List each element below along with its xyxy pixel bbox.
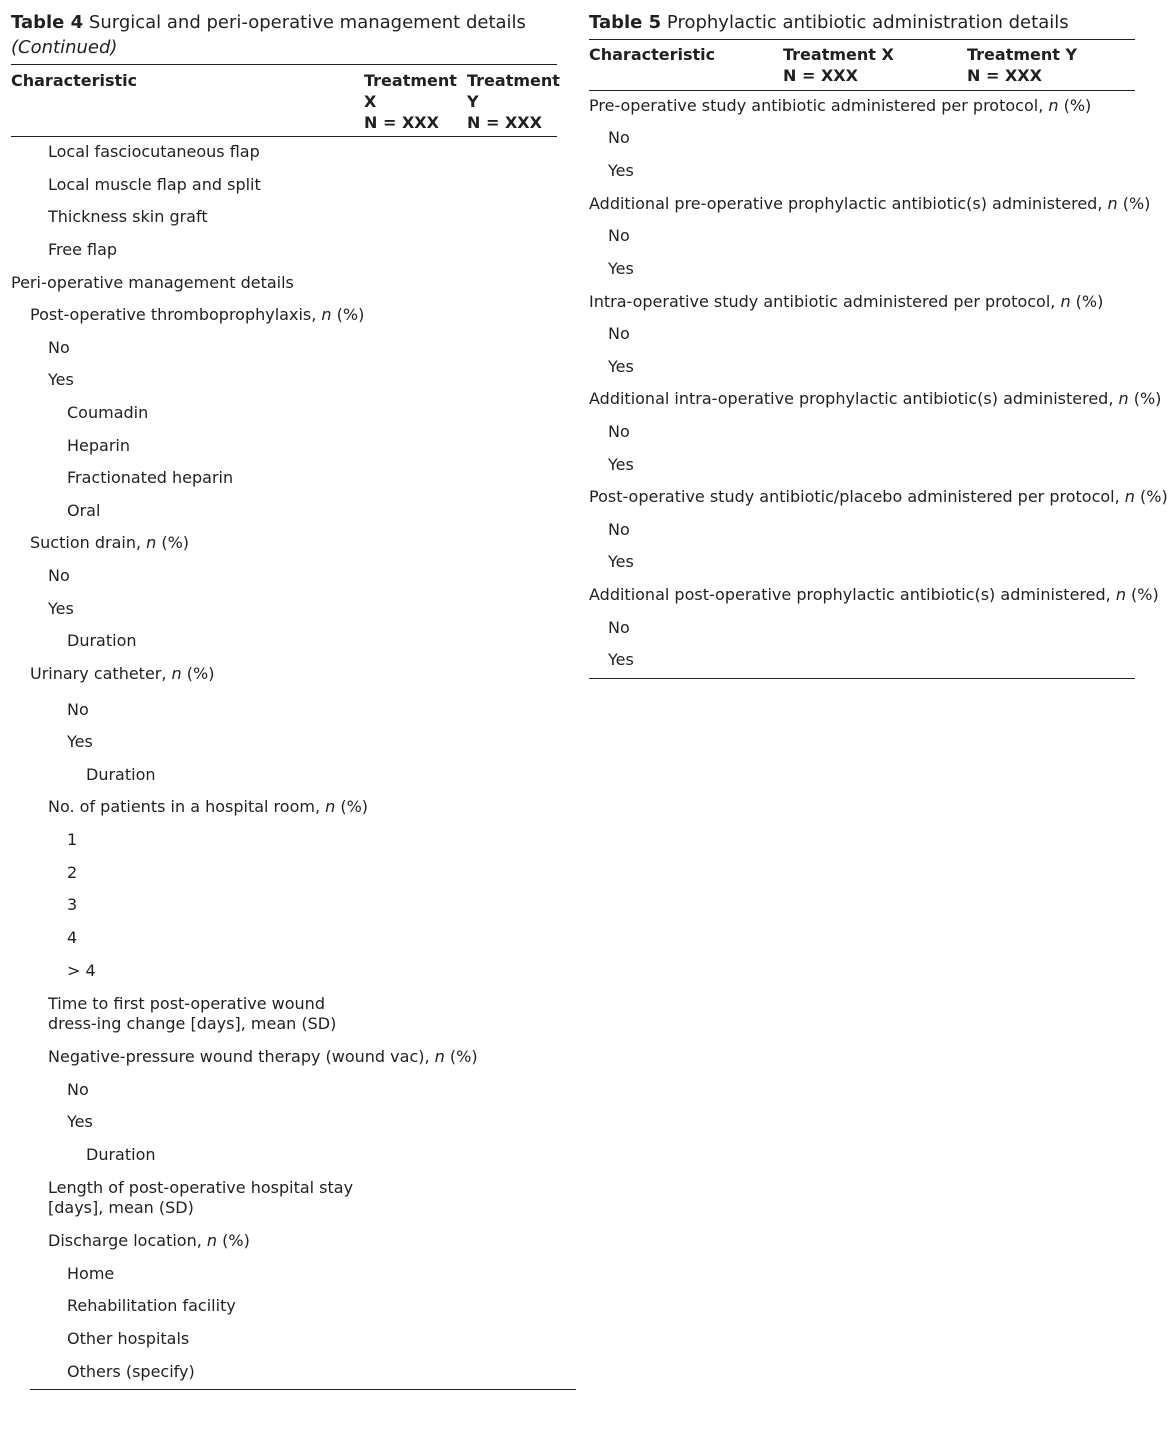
row-label: No [48, 566, 70, 585]
row-italic-n: n [325, 797, 336, 816]
row-label: 1 [67, 830, 78, 849]
table-row [48, 338, 70, 358]
row-italic-n: n [146, 533, 157, 552]
table-row [67, 830, 77, 850]
row-italic-n: n [206, 1231, 218, 1250]
row-label: Duration [67, 631, 137, 650]
table-row [48, 797, 368, 817]
table-row [30, 305, 364, 325]
table-5-header-treatment-y [967, 44, 1077, 86]
row-label: Urinary catheter, [30, 664, 172, 683]
table-5-header [589, 38, 1135, 90]
row-suffix: (%) [217, 1231, 250, 1250]
row-italic-n: n [1060, 292, 1071, 311]
row-label: Yes [48, 599, 74, 618]
table-row [608, 552, 634, 572]
table-5-header-rule [589, 90, 1135, 91]
row-label: Additional pre-operative prophylactic antibiotic(s) administered, [589, 194, 1108, 213]
treatment-x-label: Treatment X [783, 45, 894, 64]
row-suffix: (%) [181, 664, 215, 683]
row-label: No [608, 324, 630, 343]
table-5-header-characteristic: Characteristic [589, 45, 716, 64]
row-label: Length of post-operative hospital stay [days], mean (SD) [48, 1178, 354, 1217]
row-label: Post-operative study antibiotic/placebo administered per protocol, [589, 487, 1125, 506]
table-4-header-rule [11, 136, 557, 137]
row-suffix: (%) [1058, 96, 1092, 115]
row-suffix: (%) [444, 1047, 478, 1066]
table-4-header-characteristic: Characteristic [11, 71, 138, 90]
row-label: No [608, 422, 630, 441]
treatment-x-label: Treatment X [364, 71, 457, 111]
row-label: Yes [67, 732, 93, 751]
row-label: Yes [608, 357, 634, 376]
row-label: Negative-pressure wound therapy (wound vac), [48, 1047, 435, 1066]
table-row [589, 487, 1168, 507]
table-row [48, 1178, 366, 1218]
row-label: Yes [608, 161, 634, 180]
table-row [86, 765, 156, 785]
row-label: Home [67, 1264, 115, 1283]
table-row [608, 161, 634, 181]
row-label: Pre-operative study antibiotic administered per protocol, [589, 96, 1049, 115]
table-row [67, 1296, 236, 1316]
row-label: 4 [67, 928, 78, 947]
row-label: Local muscle flap and split [48, 175, 261, 194]
treatment-y-label: Treatment Y [467, 71, 560, 111]
row-label: Fractionated heparin [67, 468, 234, 487]
row-label: Peri-operative management details [11, 273, 294, 292]
table-row [48, 207, 208, 227]
table-row [67, 928, 77, 948]
row-suffix: (%) [1134, 487, 1168, 506]
row-label: Suction drain, [30, 533, 147, 552]
table-row [67, 403, 148, 423]
treatment-y-n: N = XXX [467, 113, 542, 132]
row-label: 3 [67, 895, 78, 914]
table-row [67, 468, 233, 488]
row-label: No [608, 618, 630, 637]
table-row [48, 1047, 478, 1067]
table-row [67, 895, 77, 915]
row-suffix: (%) [156, 533, 190, 552]
table-row [589, 389, 1161, 409]
row-label: Free flap [48, 240, 118, 259]
table-row [48, 994, 366, 1034]
table-5-title: Prophylactic antibiotic administration details [666, 12, 1069, 33]
table-4-header-treatment-y [467, 70, 560, 133]
table-row [67, 1264, 114, 1284]
table-row [608, 520, 630, 540]
table-row [30, 533, 189, 553]
table-row [67, 1080, 89, 1100]
table-row [67, 631, 137, 651]
table-4-header [11, 64, 560, 136]
row-italic-n: n [1118, 389, 1129, 408]
row-label: Additional post-operative prophylactic antibiotic(s) administered, [589, 585, 1116, 604]
table-row [30, 664, 214, 684]
row-label: No [608, 520, 630, 539]
table-row [48, 142, 260, 162]
table-row [86, 1145, 156, 1165]
row-label: 2 [67, 863, 78, 882]
table-4-bottom-rule [30, 1389, 576, 1390]
row-label: Yes [608, 650, 634, 669]
table-row [67, 961, 96, 981]
table-row [48, 599, 74, 619]
row-italic-n: n [1124, 487, 1135, 506]
table-row [67, 1329, 189, 1349]
row-label: No [608, 128, 630, 147]
treatment-x-n: N = XXX [364, 113, 439, 132]
table-4-continued: (Continued) [11, 37, 118, 58]
row-label: Others (specify) [67, 1362, 195, 1381]
table-row [608, 455, 634, 475]
row-label: Other hospitals [67, 1329, 190, 1348]
row-label: Coumadin [67, 403, 149, 422]
row-label: Oral [67, 501, 101, 520]
treatment-y-n: N = XXX [967, 66, 1042, 85]
treatment-x-n: N = XXX [783, 66, 858, 85]
row-label: No [67, 700, 89, 719]
table-row [67, 1362, 195, 1382]
table-row [608, 618, 630, 638]
row-label: Post-operative thromboprophylaxis, [30, 305, 322, 324]
table-row [67, 863, 77, 883]
table-row [608, 357, 634, 377]
table-row [67, 700, 89, 720]
row-label: Heparin [67, 436, 130, 455]
table-row [48, 370, 74, 390]
table-row [67, 501, 100, 521]
table-row [67, 436, 130, 456]
table-row [608, 650, 634, 670]
table-row [608, 128, 630, 148]
table-row [48, 175, 261, 195]
row-label: Yes [67, 1112, 93, 1131]
table-row [48, 1231, 250, 1251]
table-row [608, 422, 630, 442]
row-label: Yes [608, 552, 634, 571]
treatment-y-label: Treatment Y [967, 45, 1078, 64]
table-row [48, 240, 117, 260]
row-label: > 4 [67, 961, 96, 980]
table-5-number: Table 5 [589, 12, 662, 33]
row-label: Thickness skin graft [48, 207, 208, 226]
table-4-title: Surgical and peri-operative management details [88, 12, 526, 33]
table-row [67, 1112, 93, 1132]
table-row [608, 259, 634, 279]
row-label: No [48, 338, 70, 357]
row-label: Additional intra-operative prophylactic antibiotic(s) administered, [589, 389, 1119, 408]
table-4-header-treatment-x [364, 70, 456, 133]
row-label: Duration [86, 765, 156, 784]
row-italic-n: n [1107, 194, 1118, 213]
row-suffix: (%) [1125, 585, 1159, 604]
row-suffix: (%) [1070, 292, 1104, 311]
table-row [48, 566, 70, 586]
table-row [589, 585, 1159, 605]
table-5-caption [589, 11, 1069, 35]
table-row [589, 292, 1103, 312]
row-label: Duration [86, 1145, 156, 1164]
row-label: Time to first post-operative wound dress-ing change [days], mean (SD) [48, 994, 337, 1033]
row-italic-n: n [1048, 96, 1059, 115]
row-italic-n: n [1115, 585, 1126, 604]
row-suffix: (%) [1117, 194, 1151, 213]
row-suffix: (%) [1128, 389, 1162, 408]
row-label: Yes [48, 370, 74, 389]
row-label: No. of patients in a hospital room, [48, 797, 326, 816]
row-label: Yes [608, 455, 634, 474]
table-row [11, 273, 294, 293]
table-row [589, 96, 1091, 116]
row-label: Discharge location, [48, 1231, 207, 1250]
table-row [67, 732, 93, 752]
row-label: Yes [608, 259, 634, 278]
row-label: Local fasciocutaneous flap [48, 142, 260, 161]
table-5-header-treatment-x [783, 44, 894, 86]
table-row [608, 226, 630, 246]
row-label: Intra-operative study antibiotic administered per protocol, [589, 292, 1061, 311]
table-row [589, 194, 1150, 214]
row-italic-n: n [434, 1047, 445, 1066]
table-5-bottom-rule [589, 678, 1135, 679]
row-suffix: (%) [335, 797, 369, 816]
table-4-caption [11, 11, 526, 35]
table-row [608, 324, 630, 344]
table-4-number: Table 4 [11, 12, 84, 33]
row-label: No [67, 1080, 89, 1099]
row-suffix: (%) [331, 305, 365, 324]
row-italic-n: n [171, 664, 182, 683]
row-label: No [608, 226, 630, 245]
row-label: Rehabilitation facility [67, 1296, 236, 1315]
row-italic-n: n [321, 305, 332, 324]
